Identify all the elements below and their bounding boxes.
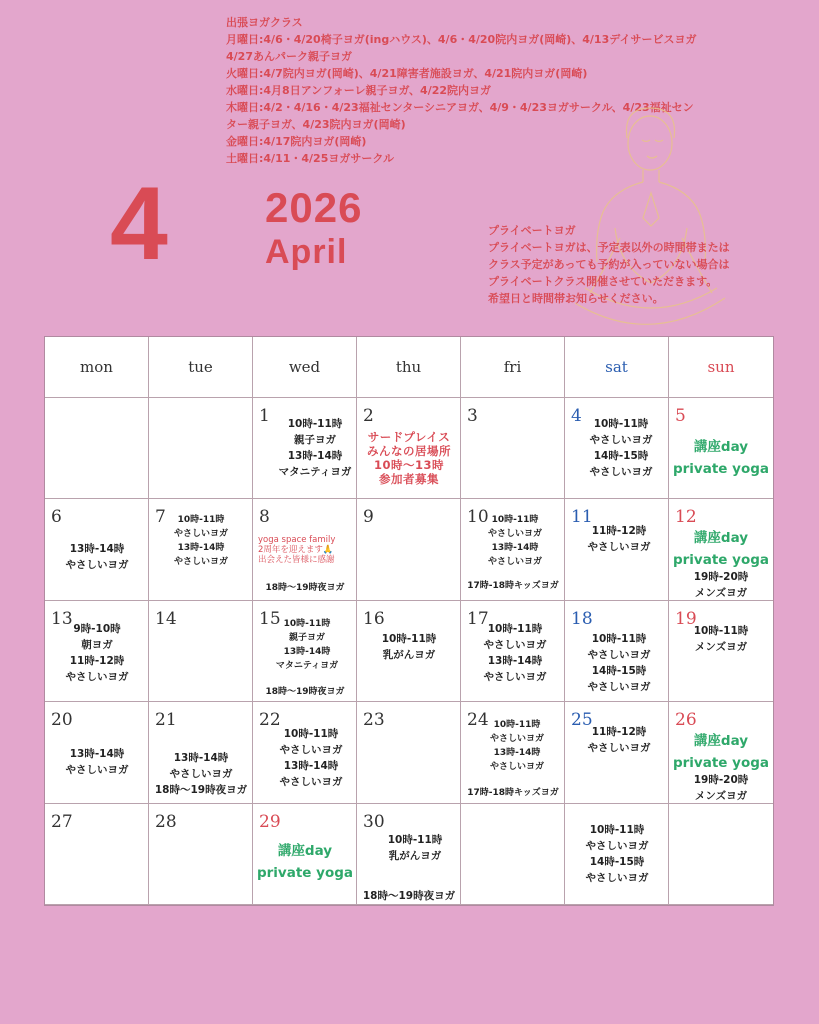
day-number: 6 [51,507,62,528]
notes-line: 金曜日:4/17院内ヨガ(岡崎) [226,135,367,148]
day-events: 10時-11時 乳がんヨガ [387,833,443,862]
notes-line: 月曜日:4/6・4/20椅子ヨガ(ingハウス)、4/6・4/20院内ヨガ(岡崎)、4/13デイサービスヨガ [226,33,697,46]
notes-line: ター親子ヨガ、4/23院内ヨガ(岡崎) [226,118,406,131]
day-cell-26[interactable] [669,702,773,803]
day-number: 25 [571,710,593,731]
notes-line: 火曜日:4/7院内ヨガ(岡崎)、4/21障害者施設ヨガ、4/21院内ヨガ(岡崎) [226,67,588,80]
day-number: 1 [259,406,270,426]
notes-line: 4/27あんパーク親子ヨガ [226,50,352,63]
day-events: 11時-12時 やさしいヨガ [587,726,651,755]
day-cell-empty [669,804,773,905]
day-events: 講座day private yoga [672,733,770,772]
day-number: 26 [675,710,697,731]
day-events: 11時-12時 やさしいヨガ [587,525,651,554]
day-events: 9時-10時 朝ヨガ 11時-12時 やさしいヨガ [65,622,129,683]
day-events: 10時-11時 やさしいヨガ 13時-14時 やさしいヨガ [173,515,228,568]
day-events: 18時～19時夜ヨガ [265,686,345,697]
day-events: 講座day private yoga [256,842,354,881]
day-cell-empty [45,398,149,499]
day-events: サードプレイス みんなの居場所 10時～13時 参加者募集 [367,430,451,486]
private-line: プライベートヨガは、予定表以外の時間帯または [488,241,730,254]
day-events: 18時～19時夜ヨガ [265,583,345,594]
month-name-title: April [265,233,348,271]
day-events: 10時-11時 やさしいヨガ 14時-15時 やさしいヨガ [585,823,649,884]
day-events: yoga space family 2周年を迎えます🙏 出会えた皆様に感謝 [258,535,336,566]
day-cell-28[interactable] [149,804,253,905]
day-cell-14[interactable] [149,601,253,702]
day-events: 講座day private yoga [672,439,770,477]
day-cell-empty [461,804,565,905]
day-events: 17時-18時キッズヨガ [467,581,559,592]
day-cell-21[interactable] [149,702,253,803]
day-number: 11 [571,507,593,528]
day-number: 18 [571,608,593,629]
day-number: 19 [675,608,697,629]
day-cell-9[interactable] [357,499,461,600]
notes-line: 木曜日:4/2・4/16・4/23福祉センターシニアヨガ、4/9・4/23ヨガサークル、4/23福祉セン [226,101,694,114]
day-number: 7 [155,507,166,528]
day-cell-16[interactable] [357,601,461,702]
day-cell-17[interactable] [461,601,565,702]
day-cell-7[interactable] [149,499,253,600]
day-events: 10時-11時 メンズヨガ [693,624,749,653]
notes-line: 水曜日:4月8日アンフォーレ親子ヨガ、4/22院内ヨガ [226,84,492,97]
day-number: 12 [675,507,697,528]
day-events: 10時-11時 やさしいヨガ 13時-14時 やさしいヨガ [489,720,544,773]
month-number: 4 [110,166,168,282]
day-cell-11[interactable] [565,499,669,600]
day-events: 10時-11時 乳がんヨガ [381,632,437,661]
day-cell-25[interactable] [565,702,669,803]
day-cell-24[interactable] [461,702,565,803]
day-cell-23[interactable] [357,702,461,803]
day-number: 14 [155,608,177,629]
day-events: 10時-11時 やさしいヨガ 14時-15時 やさしいヨガ [587,632,651,693]
day-events: 13時-14時 やさしいヨガ 18時～19時夜ヨガ [154,752,248,797]
day-events: 10時-11時 親子ヨガ 13時-14時 マタニティヨガ [275,618,339,671]
weekday-header-sun: sun [669,337,773,398]
day-events: 13時-14時 やさしいヨガ [65,748,129,777]
private-line: プライベートクラス開催させていただきます。 [488,275,718,288]
day-cell-1[interactable] [253,398,357,499]
notes-title: 出張ヨガクラス [226,16,303,29]
day-number: 27 [51,811,73,832]
day-number: 24 [467,710,489,731]
day-number: 29 [259,811,281,832]
day-events: 講座day private yoga [672,530,770,569]
day-cell-10[interactable] [461,499,565,600]
day-number: 8 [259,507,270,528]
day-cell-19[interactable] [669,601,773,702]
day-cell-12[interactable] [669,499,773,600]
day-number: 2 [363,406,374,426]
day-cell-sat-extra[interactable] [565,804,669,905]
day-number: 21 [155,710,177,731]
private-yoga-note [488,222,788,307]
day-cell-20[interactable] [45,702,149,803]
day-cell-2[interactable] [357,398,461,499]
calendar [44,336,774,906]
weekday-header-mon: mon [45,337,149,398]
day-cell-4[interactable] [565,398,669,499]
private-line: 希望日と時間帯お知らせください。 [488,292,664,305]
day-events: 18時～19時夜ヨガ [362,889,456,902]
day-events: 10時-11時 やさしいヨガ 13時-14時 やさしいヨガ [487,515,542,568]
day-events: 13時-14時 やさしいヨガ [65,543,129,572]
day-cell-13[interactable] [45,601,149,702]
day-cell-3[interactable] [461,398,565,499]
day-events: 10時-11時 やさしいヨガ 13時-14時 やさしいヨガ [279,728,343,789]
day-cell-18[interactable] [565,601,669,702]
weekday-header-sat: sat [565,337,669,398]
day-events: 10時-11時 やさしいヨガ 14時-15時 やさしいヨガ [589,418,653,478]
day-number: 13 [51,608,73,629]
day-number: 20 [51,710,73,731]
day-events: 17時-18時キッズヨガ [467,788,559,799]
weekday-header-wed: wed [253,337,357,398]
day-cell-5[interactable] [669,398,773,499]
day-number: 9 [363,507,374,528]
day-number: 16 [363,608,385,629]
day-cell-8[interactable] [253,499,357,600]
day-cell-15[interactable] [253,601,357,702]
weekday-header-thu: thu [357,337,461,398]
day-cell-22[interactable] [253,702,357,803]
day-number: 17 [467,608,489,629]
day-number: 15 [259,608,281,629]
day-cell-empty [149,398,253,499]
day-events: 19時-20時 メンズヨガ [693,774,749,803]
day-number: 10 [467,507,489,528]
day-cell-6[interactable] [45,499,149,600]
day-cell-29[interactable] [253,804,357,905]
private-title: プライベートヨガ [488,224,576,237]
weekday-header-tue: tue [149,337,253,398]
day-events: 10時-11時 親子ヨガ 13時-14時 マタニティヨガ [278,418,352,478]
day-number: 4 [571,406,582,426]
day-number: 22 [259,710,281,731]
day-number: 5 [675,406,686,426]
day-number: 3 [467,406,478,426]
weekday-header-fri: fri [461,337,565,398]
day-events: 19時-20時 メンズヨガ [693,571,749,600]
day-number: 30 [363,811,385,832]
year-title: 2026 [265,184,363,231]
notes-line: 土曜日:4/11・4/25ヨガサークル [226,152,395,165]
day-number: 23 [363,710,385,731]
private-line: クラス予定があっても予約が入っていない場合は [488,258,730,271]
day-number: 28 [155,811,177,832]
day-cell-27[interactable] [45,804,149,905]
day-events: 10時-11時 やさしいヨガ 13時-14時 やさしいヨガ [483,622,547,683]
day-cell-30[interactable] [357,804,461,905]
